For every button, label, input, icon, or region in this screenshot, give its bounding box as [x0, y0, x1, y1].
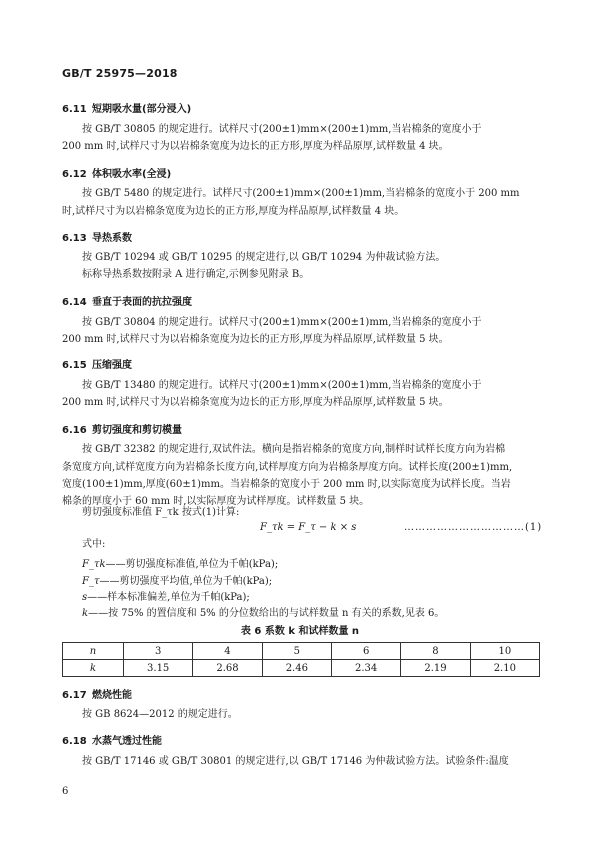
paragraph-line: 条宽度方向,试样宽度方向为岩棉条长度方向,试样厚度方向为岩棉条厚度方向。试样长度(200±1)mm,: [62, 462, 513, 473]
paragraph-line: 按 GB/T 30805 的规定进行。试样尺寸(200±1)mm×(200±1)mm,当岩棉条的宽度小于: [82, 124, 482, 135]
paragraph-line: 标称导热系数按附录 A 进行确定,示例参见附录 B。: [82, 269, 310, 280]
coefficient-table: [62, 642, 540, 677]
definition-line: F_τ——剪切强度平均值,单位为千帕(kPa);: [82, 576, 273, 587]
paragraph-line: 按 GB/T 30804 的规定进行。试样尺寸(200±1)mm×(200±1)mm,当岩棉条的宽度小于: [82, 317, 482, 328]
table-cell: 3.15: [124, 660, 193, 677]
paragraph-line: 按 GB/T 32382 的规定进行,双试件法。横向是指岩棉条的宽度方向,制样时试样长度方向为岩棉: [82, 444, 506, 455]
definition-line: k——按 75% 的置信度和 5% 的分位数给出的与试样数量 n 有关的系数,见表 6。: [82, 608, 445, 619]
section-heading: 6.14 垂直于表面的抗拉强度: [62, 297, 192, 308]
table-cell: k: [63, 660, 124, 677]
paragraph-line: 200 mm 时,试样尺寸为以岩棉条宽度为边长的正方形,厚度为样品原厚,试样数量 5 块。: [62, 334, 449, 345]
section-heading: 6.15 压缩强度: [62, 360, 132, 371]
section-heading: 6.16 剪切强度和剪切模量: [62, 425, 182, 436]
section-heading: 6.11 短期吸水量(部分浸入): [62, 104, 192, 115]
table-cell: 2.19: [401, 660, 470, 677]
table-cell: 2.34: [331, 660, 400, 677]
table-cell: 2.68: [193, 660, 262, 677]
section-heading: 6.13 导热系数: [62, 233, 132, 244]
table-cell: 10: [470, 643, 539, 660]
paragraph-line: 按 GB/T 17146 或 GB/T 30801 的规定进行,以 GB/T 17146 为仲裁试验方法。试验条件:温度: [82, 756, 509, 767]
paragraph-line: 剪切强度标准值 F_τk 按式(1)计算:: [82, 507, 240, 518]
paragraph-line: 按 GB/T 13480 的规定进行。试样尺寸(200±1)mm×(200±1)mm,当岩棉条的宽度小于: [82, 380, 482, 391]
table-cell: 8: [401, 643, 470, 660]
paragraph-line: 棉条的厚度小于 60 mm 时,以实际厚度为试样厚度。试样数量 5 块。: [62, 496, 370, 507]
definition-line: s——样本标准偏差,单位为千帕(kPa);: [82, 592, 250, 603]
table-cell: 4: [193, 643, 262, 660]
paragraph-line: 时,试样尺寸为以岩棉条宽度为边长的正方形,厚度为样品原厚,试样数量 4 块。: [62, 206, 405, 217]
paragraph-line: 按 GB 8624—2012 的规定进行。: [82, 709, 238, 720]
formula-number: ……………………………(1): [404, 522, 543, 533]
table-cell: 6: [331, 643, 400, 660]
section-heading: 6.17 燃烧性能: [62, 690, 132, 701]
paragraph-line: 按 GB/T 10294 或 GB/T 10295 的规定进行,以 GB/T 10294 为仲裁试验方法。: [82, 252, 446, 263]
page-number: 6: [62, 786, 69, 797]
paragraph-line: 200 mm 时,试样尺寸为以岩棉条宽度为边长的正方形,厚度为样品原厚,试样数量 4 块。: [62, 141, 449, 152]
paragraph-line: 200 mm 时,试样尺寸为以岩棉条宽度为边长的正方形,厚度为样品原厚,试样数量 5 块。: [62, 397, 449, 408]
definition-line: F_τk——剪切强度标准值,单位为千帕(kPa);: [82, 559, 279, 570]
section-heading: 6.18 水蒸气透过性能: [62, 736, 162, 747]
formula: F_τk = F_τ − k × s: [260, 522, 357, 533]
document-header: GB/T 25975—2018: [62, 67, 178, 80]
table-caption: 表 6 系数 k 和试样数量 n: [240, 626, 360, 637]
table-cell: n: [63, 643, 124, 660]
paragraph-line: 宽度(100±1)mm,厚度(60±1)mm。当岩棉条的宽度小于 200 mm 时,以实际宽度为试样长度。当岩: [62, 479, 511, 490]
table-cell: 2.10: [470, 660, 539, 677]
where-label: 式中:: [82, 539, 106, 550]
table-cell: 2.46: [262, 660, 331, 677]
table-row: [63, 643, 540, 660]
paragraph-line: 按 GB/T 5480 的规定进行。试样尺寸(200±1)mm×(200±1)mm,当岩棉条的宽度小于 200 mm: [82, 188, 520, 199]
section-heading: 6.12 体积吸水率(全浸): [62, 169, 172, 180]
table-row: [63, 660, 540, 677]
table-cell: 3: [124, 643, 193, 660]
table-cell: 5: [262, 643, 331, 660]
